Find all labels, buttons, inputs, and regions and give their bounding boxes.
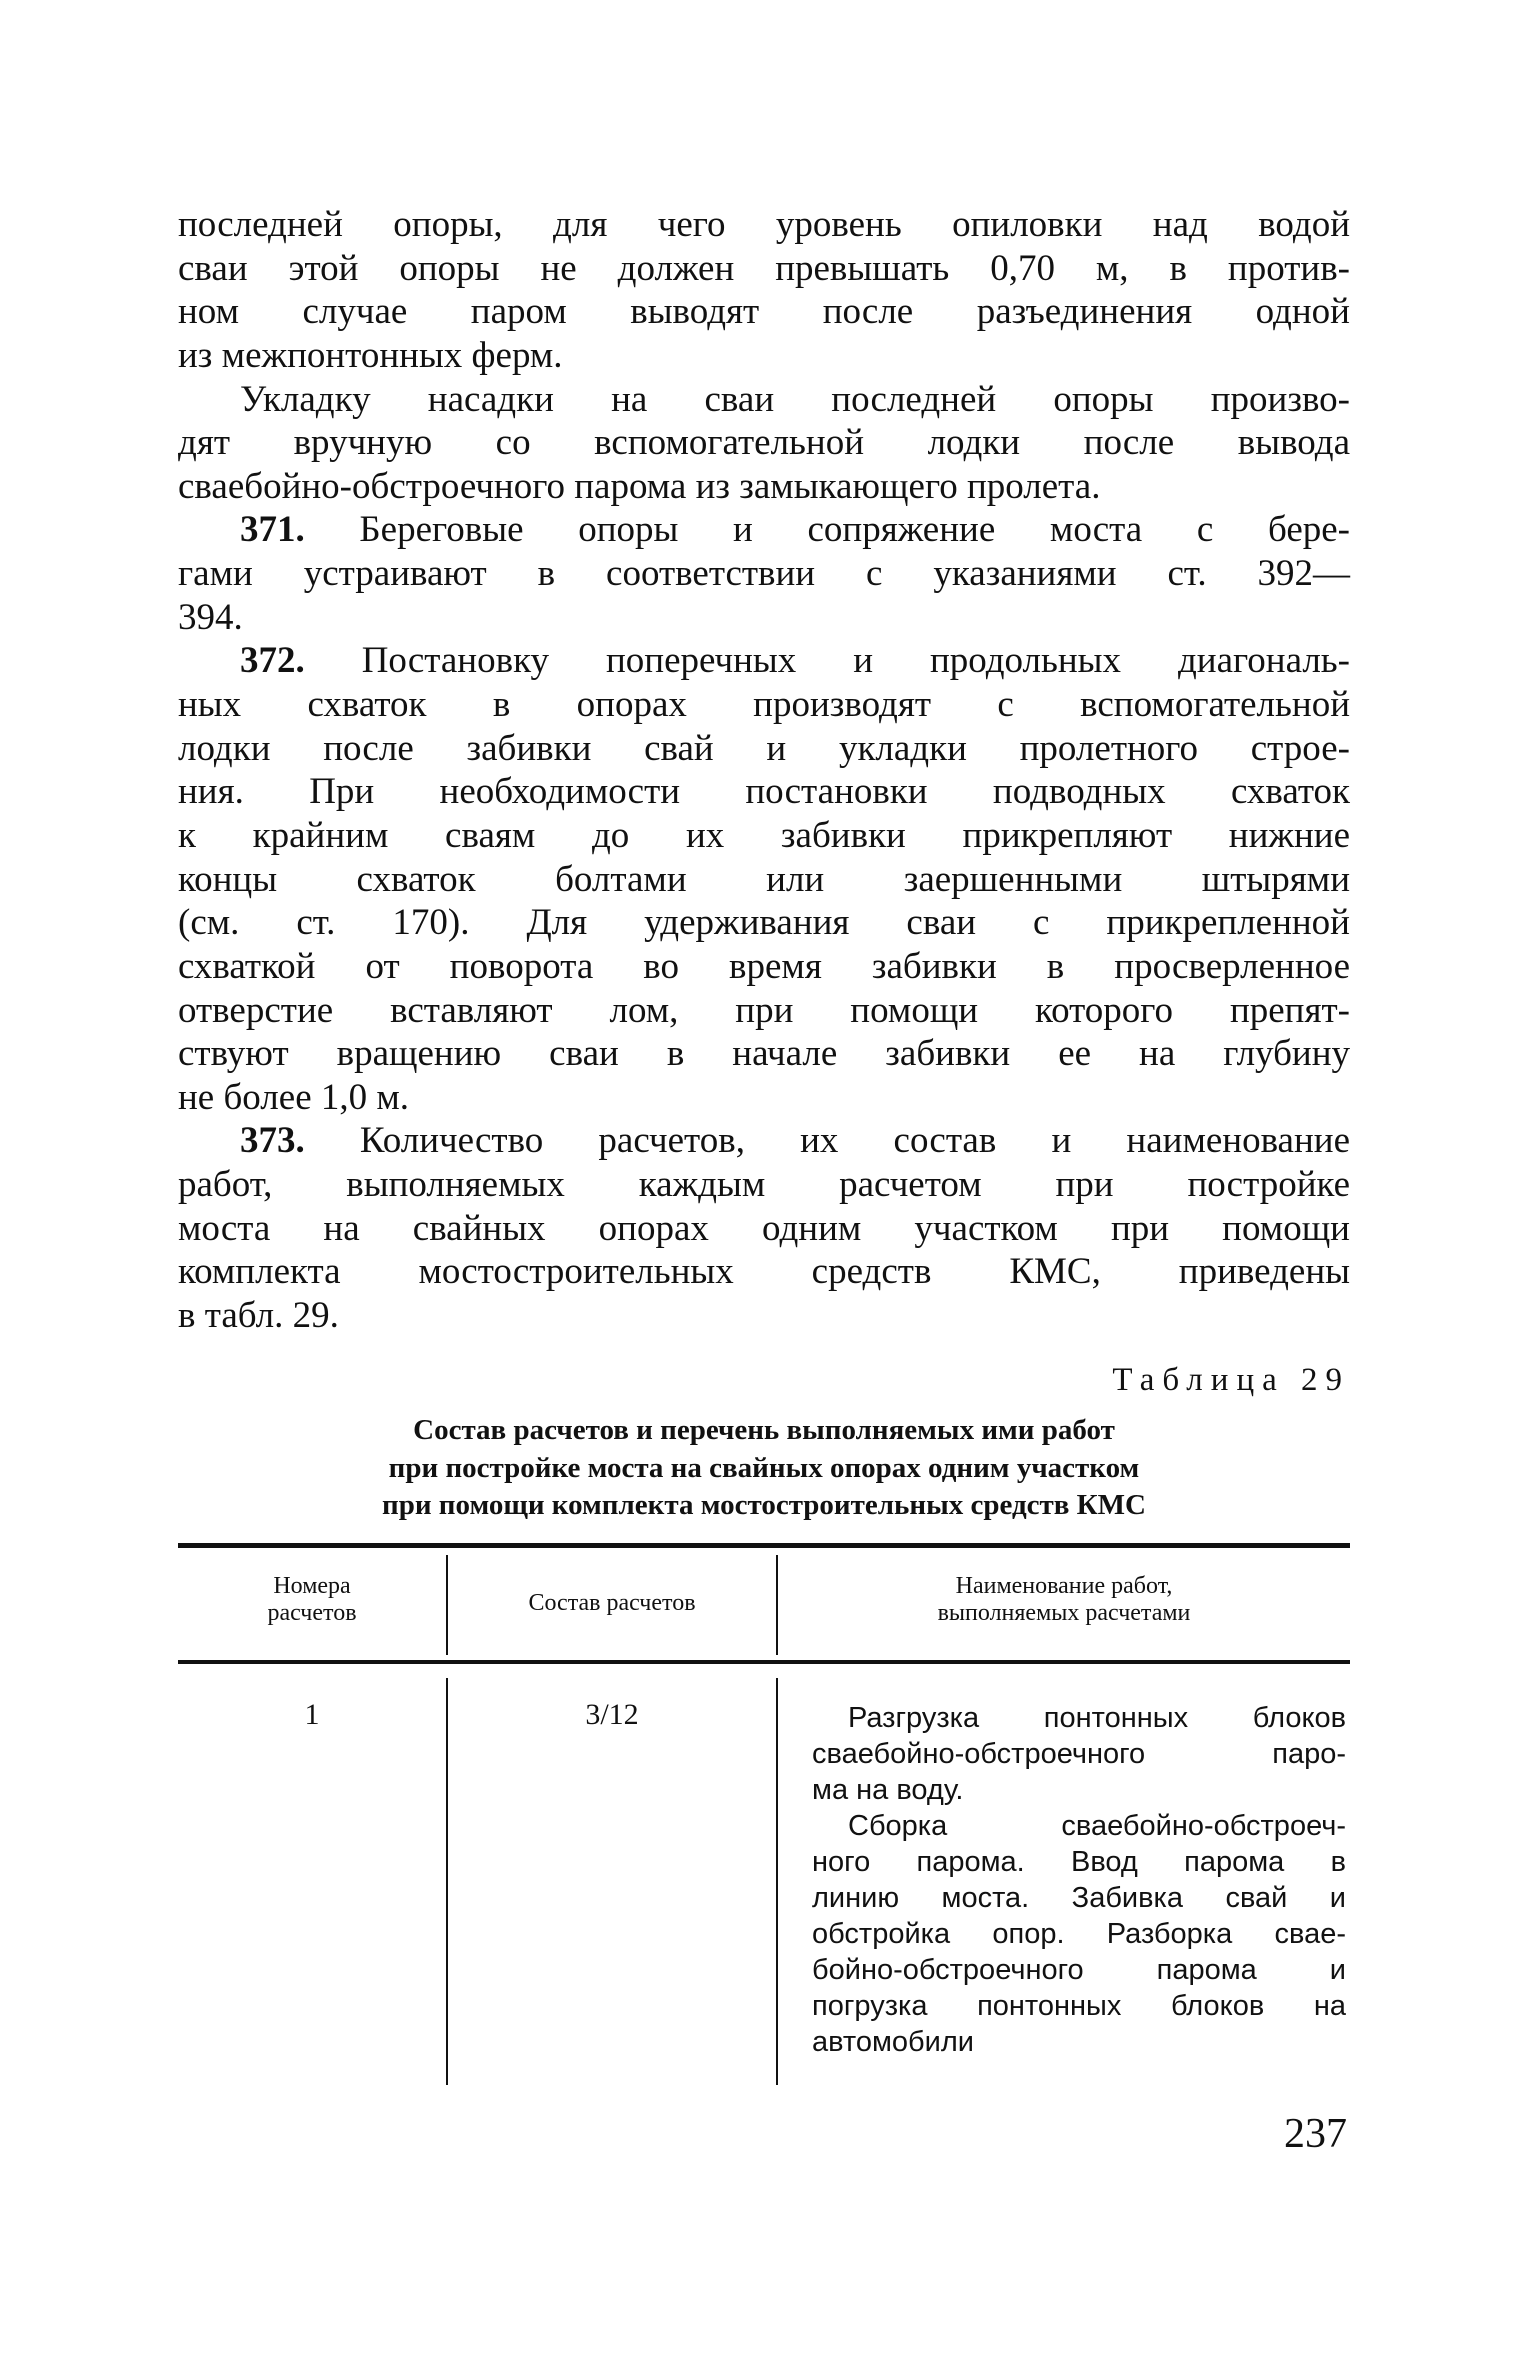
text-line [178,1163,1350,1207]
table-title-line: Состав расчетов и перечень выполняемых ими работ [413,1414,1115,1446]
work-line: ма на воду. [812,1774,964,1806]
work-line: Разгрузка понтонных блоков [848,1702,1346,1734]
text-line [178,814,1350,858]
line-text: к крайним сваям до их забивки прикрепляют нижние [178,814,1350,856]
line-text: схваткой от поворота во время забивки в просверленное [178,945,1350,987]
text-line [178,945,1350,989]
text-line [178,770,1350,814]
text-line [178,378,1350,422]
line-text: Береговые опоры и сопряжение моста с бере- [359,509,1350,551]
line-text: концы схваток болтами или заершенными штырями [178,858,1350,900]
text-line [178,1076,1350,1120]
cell-number: 1 [304,1698,320,1731]
line-text: из межпонтонных ферм. [178,334,563,376]
header-line: Номера [273,1573,351,1599]
header-line: выполняемых расчетами [937,1600,1191,1626]
line-text: (см. ст. 170). Для удерживания сваи с прикрепленной [178,902,1350,944]
paragraph-number: 372. [240,640,305,682]
work-line: обстройка опор. Разборка свае- [812,1918,1346,1950]
line-text: комплекта мостостроительных средств КМС, приведены [178,1251,1350,1293]
text-line [178,901,1350,945]
table-top-rule [178,1543,1350,1548]
header-numbers [178,1573,446,1627]
text-line [178,465,1350,509]
line-text: ных схваток в опорах производят с вспомогательной [178,684,1350,726]
text-line [178,683,1350,727]
table-title-line: при постройке моста на свайных опорах одним участком [388,1451,1140,1484]
line-text: 394. [178,596,243,638]
line-text: не более 1,0 м. [178,1076,410,1118]
line-text: дят вручную со вспомогательной лодки после вывода [178,422,1350,464]
text-line [178,989,1350,1033]
text-line [178,1294,1350,1338]
paragraph-number: 371. [240,509,305,551]
page-number: 237 [1284,2111,1347,2157]
work-line: Сборка сваебойно-обстроеч- [848,1810,1346,1842]
table-title [178,1412,1350,1525]
work-line: ного парома. Ввод парома в [812,1846,1346,1878]
line-text: гами устраивают в соответствии с указаниями ст. 392— [178,553,1350,595]
line-text: моста на свайных опорах одним участком при помощи [178,1207,1350,1249]
table-caption: Таблица 29 [1112,1362,1350,1398]
text-line [178,290,1350,334]
line-text: Количество расчетов, их состав и наименование [359,1120,1351,1162]
line-text: отверстие вставляют лом, при помощи которого препят- [178,989,1350,1031]
line-text: сваебойно-обстроечного парома из замыкающего пролета. [178,465,1101,507]
line-text: ния. При необходимости постановки подводных схваток [178,771,1350,813]
line-text: ном случае паром выводят после разъединения одной [178,291,1350,333]
text-line [178,1207,1350,1251]
header-composition [448,1590,776,1617]
work-line: сваебойно-обстроечного паро- [812,1738,1346,1770]
text-line [178,639,1350,683]
table-header-rule [178,1660,1350,1664]
text-line [178,858,1350,902]
body-text [178,203,1350,1338]
work-line: бойно-обстроечного парома и [812,1954,1346,1986]
line-text: последней опоры, для чего уровень опиловки над водой [178,204,1350,245]
column-divider [776,1678,778,2085]
line-text: лодки после забивки свай и укладки пролетного строе- [178,727,1350,769]
text-line [178,727,1350,771]
header-line: Наименование работ, [955,1573,1173,1599]
table-title-line: при помощи комплекта мостостроительных средств КМС [382,1489,1146,1521]
header-line: расчетов [267,1600,357,1626]
text-line [178,508,1350,552]
cell-composition: 3/12 [585,1698,639,1731]
work-line: линию моста. Забивка свай и [812,1882,1346,1914]
text-line [178,1119,1350,1163]
text-line [178,247,1350,291]
cell-works [812,1700,1346,2060]
line-text: Постановку поперечных и продольных диагональ- [361,640,1350,682]
line-text: сваи этой опоры не должен превышать 0,70 м, в против- [178,247,1350,289]
paragraph-number: 373. [240,1120,305,1162]
text-line [178,421,1350,465]
line-text: ствуют вращению сваи в начале забивки ее на глубину [178,1033,1350,1075]
line-text: Укладку насадки на сваи последней опоры произво- [240,378,1350,420]
text-line [178,334,1350,378]
text-line [178,552,1350,596]
line-text: в табл. 29. [178,1295,339,1337]
text-line [178,203,1350,247]
work-line: автомобили [812,2026,974,2058]
header-line: Состав расчетов [528,1590,696,1616]
line-text: работ, выполняемых каждым расчетом при постройке [178,1164,1350,1206]
work-line: погрузка понтонных блоков на [812,1990,1346,2022]
header-works [778,1573,1350,1627]
column-divider [446,1678,448,2085]
text-line [178,596,1350,640]
text-line [178,1032,1350,1076]
text-line [178,1250,1350,1294]
